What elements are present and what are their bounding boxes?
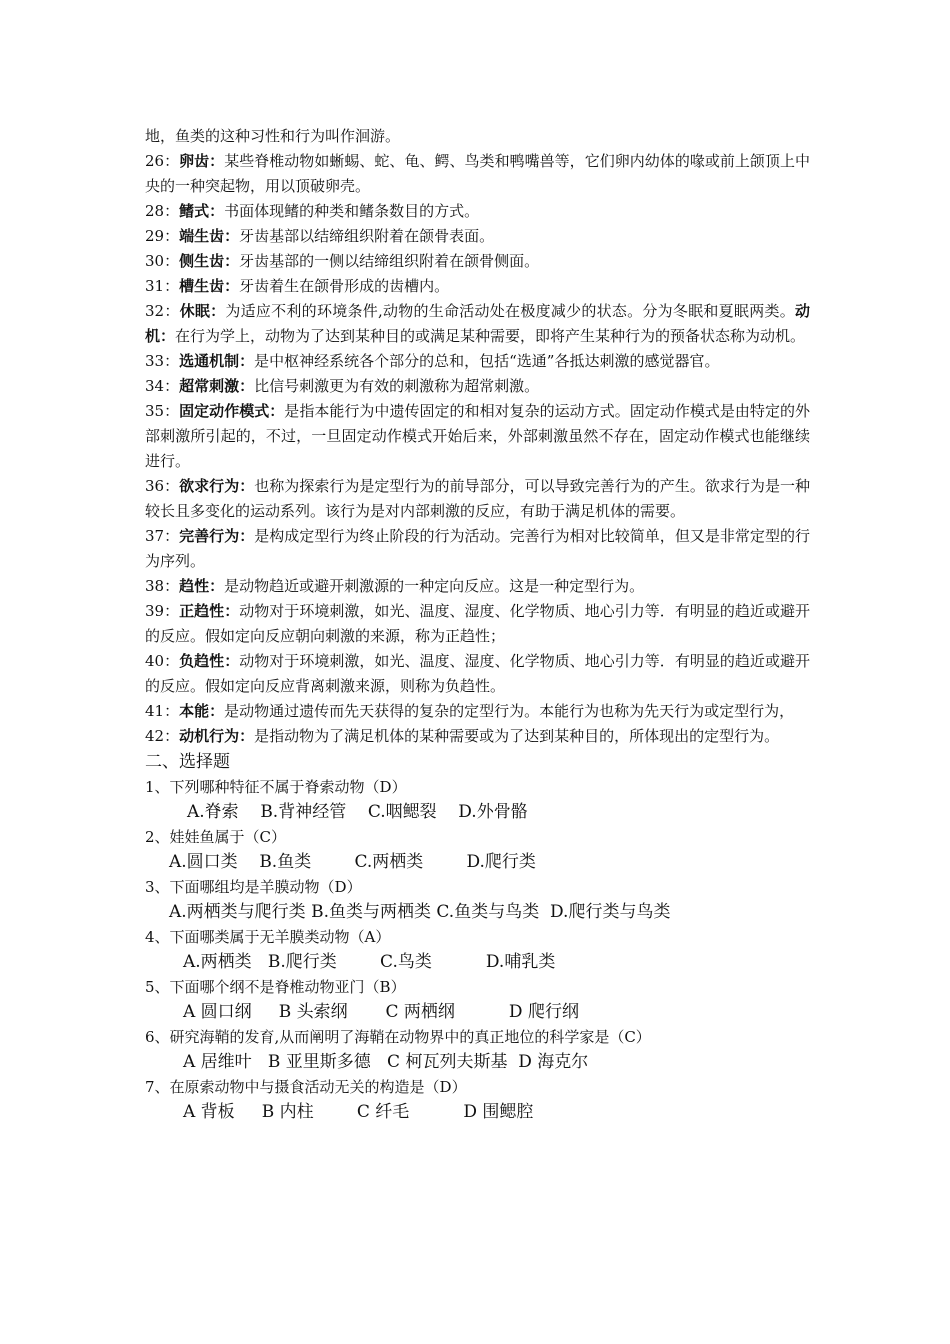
option-b: B.爬行类 <box>267 952 337 972</box>
definition-number: 37： <box>145 527 180 545</box>
option-a: A.两栖类 <box>183 952 252 972</box>
option-b: B.鱼类 <box>259 852 312 872</box>
definition-text: 为适应不利的环境条件,动物的生命活动处在极度减少的状态。分为冬眠和夏眠两类。 <box>225 302 795 320</box>
question-text: 6、研究海鞘的发育,从而阐明了海鞘在动物界中的真正地位的科学家是（C） <box>145 1028 651 1046</box>
definition-text: 在行为学上，动物为了达到某种目的或满足某种需要，即将产生某种行为的预备状态称为动机。 <box>175 327 806 345</box>
definition-number: 42： <box>145 727 180 745</box>
question-options <box>145 900 810 925</box>
option-d: D.爬行类与鸟类 <box>550 902 671 922</box>
question-options <box>145 1050 810 1075</box>
definition-text: 比信号刺激更为有效的刺激称为超常刺激。 <box>254 377 540 395</box>
definition-term: 动机行为： <box>179 727 255 745</box>
definition-text: 是动物趋近或避开刺激源的一种定向反应。这是一种定型行为。 <box>224 577 645 595</box>
definition-text: 是指动物为了满足机体的某种需要或为了达到某种目的，所体现出的定型行为。 <box>254 727 780 745</box>
option-b: B 内柱 <box>261 1102 314 1122</box>
definition-number: 29： <box>145 227 180 245</box>
option-d: D 爬行纲 <box>508 1002 579 1022</box>
definition-number: 33： <box>145 352 180 370</box>
option-d: D.爬行类 <box>466 852 536 872</box>
definition-term: 休眠： <box>179 302 226 320</box>
definition-item <box>145 149 810 199</box>
definition-term: 槽生齿： <box>179 277 240 295</box>
definition-text: 牙齿基部的一侧以结缔组织附着在颌骨侧面。 <box>239 252 540 270</box>
definition-number: 38： <box>145 577 180 595</box>
definition-text: 是构成定型行为终止阶段的行为活动。完善行为相对比较简单，但又是非常定型的行为序列。 <box>145 527 810 570</box>
definition-text: 某些脊椎动物如蜥蜴、蛇、龟、鳄、鸟类和鸭嘴兽等，它们卵内幼体的喙或前上颌顶上中央的一种突起物，用以顶破卵壳。 <box>145 152 810 195</box>
section-title: 二、选择题 <box>145 752 230 772</box>
definition-number: 32： <box>145 302 180 320</box>
definition-item <box>145 699 810 724</box>
definition-item <box>145 299 810 349</box>
definition-term: 本能： <box>179 702 225 720</box>
definition-term: 卵齿： <box>179 152 225 170</box>
definition-text: 是指本能行为中遗传固定的和相对复杂的运动方式。固定动作模式是由特定的外部刺激所引起的，不过，一旦固定动作模式开始后来，外部刺激虽然不存在，固定动作模式也能继续进行。 <box>145 402 810 470</box>
question-options <box>145 850 810 875</box>
definition-item <box>145 274 810 299</box>
option-c: C 两栖纲 <box>385 1002 455 1022</box>
definition-item <box>145 124 810 149</box>
question-text: 3、下面哪组均是羊膜动物（D） <box>145 878 362 896</box>
definition-number: 28： <box>145 202 180 220</box>
option-c: C.两栖类 <box>354 852 424 872</box>
definition-number: 39： <box>145 602 180 620</box>
option-c: C.咽鳃裂 <box>367 802 437 822</box>
question-text: 2、娃娃鱼属于（C） <box>145 828 287 846</box>
question-options <box>145 1000 810 1025</box>
question-text: 7、在原索动物中与摄食活动无关的构造是（D） <box>145 1078 467 1096</box>
option-a: A 背板 <box>183 1102 235 1122</box>
question-text: 4、下面哪类属于无羊膜类动物（A） <box>145 928 391 946</box>
option-a: A.圆口类 <box>169 852 238 872</box>
definition-text: 动物对于环境刺激，如光、温度、湿度、化学物质、地心引力等．有明显的趋近或避开的反应。假如定向反应背离刺激来源，则称为负趋性。 <box>145 652 810 695</box>
definition-term: 负趋性： <box>179 652 240 670</box>
option-a: A.两栖类与爬行类 <box>169 902 306 922</box>
option-d: D 围鳃腔 <box>463 1102 534 1122</box>
definition-number: 36： <box>145 477 180 495</box>
option-d: D 海克尔 <box>518 1052 589 1072</box>
option-b: B.鱼类与两栖类 <box>311 902 431 922</box>
definition-term: 超常刺激： <box>179 377 255 395</box>
definition-text: 书面体现鳍的种类和鳍条数目的方式。 <box>224 202 480 220</box>
option-d: D.哺乳类 <box>485 952 556 972</box>
option-d: D.外骨骼 <box>458 802 528 822</box>
question-text: 5、下面哪个纲不是脊椎动物亚门（B） <box>145 978 406 996</box>
option-c: C 柯瓦列夫斯基 <box>387 1052 508 1072</box>
definition-text: 也称为探索行为是定型行为的前导部分，可以导致完善行为的产生。欲求行为是一种较长且多变化的运动系列。该行为是对内部刺激的反应，有助于满足机体的需要。 <box>145 477 810 520</box>
document-page <box>145 124 810 1125</box>
definition-term: 选通机制： <box>179 352 255 370</box>
definition-term: 固定动作模式： <box>179 402 285 420</box>
definition-term: 趋性： <box>179 577 225 595</box>
definition-term: 侧生齿： <box>179 252 240 270</box>
option-b: B 亚里斯多德 <box>267 1052 371 1072</box>
definition-item <box>145 724 810 749</box>
definition-item <box>145 599 810 649</box>
definition-number: 35： <box>145 402 180 420</box>
option-c: C.鸟类 <box>380 952 432 972</box>
definition-text: 动物对于环境刺激，如光、温度、湿度、化学物质、地心引力等．有明显的趋近或避开的反应。假如定向反应朝向刺激的来源，称为正趋性； <box>145 602 810 645</box>
definition-term: 动机： <box>145 302 810 345</box>
option-a: A 居维叶 <box>183 1052 252 1072</box>
definition-term: 端生齿： <box>179 227 240 245</box>
definition-term: 完善行为： <box>179 527 255 545</box>
definition-item <box>145 199 810 224</box>
question-options <box>145 800 810 825</box>
definition-number: 41： <box>145 702 180 720</box>
definition-number: 31： <box>145 277 180 295</box>
definition-number: 30： <box>145 252 180 270</box>
definition-number: 26： <box>145 152 180 170</box>
definition-item <box>145 374 810 399</box>
definition-item <box>145 399 810 474</box>
option-b: B.背神经管 <box>260 802 347 822</box>
definition-text: 是动物通过遗传而先天获得的复杂的定型行为。本能行为也称为先天行为或定型行为， <box>224 702 795 720</box>
question-text: 1、下列哪种特征不属于脊索动物（D） <box>145 778 407 796</box>
definition-text: 牙齿着生在颌骨形成的齿槽内。 <box>239 277 450 295</box>
question-options <box>145 1100 810 1125</box>
definition-item <box>145 524 810 574</box>
definition-item <box>145 349 810 374</box>
option-c: C.鱼类与鸟类 <box>436 902 540 922</box>
definition-text: 地，鱼类的这种习性和行为叫作洄游。 <box>145 127 401 145</box>
definition-item <box>145 474 810 524</box>
definition-item <box>145 224 810 249</box>
definition-term: 欲求行为： <box>179 477 255 495</box>
option-c: C 纤毛 <box>356 1102 410 1122</box>
option-a: A.脊索 <box>187 802 239 822</box>
option-b: B 头索纲 <box>278 1002 348 1022</box>
definition-item <box>145 249 810 274</box>
definition-item <box>145 574 810 599</box>
definition-item <box>145 649 810 699</box>
definition-number: 40： <box>145 652 180 670</box>
definition-text: 是中枢神经系统各个部分的总和，包括“选通”各抵达刺激的感觉器官。 <box>254 352 720 370</box>
definition-term: 鳍式： <box>179 202 225 220</box>
option-a: A 圆口纲 <box>183 1002 252 1022</box>
question-options <box>145 950 810 975</box>
definition-number: 34： <box>145 377 180 395</box>
definition-text: 牙齿基部以结缔组织附着在颌骨表面。 <box>239 227 495 245</box>
definition-term: 正趋性： <box>179 602 240 620</box>
